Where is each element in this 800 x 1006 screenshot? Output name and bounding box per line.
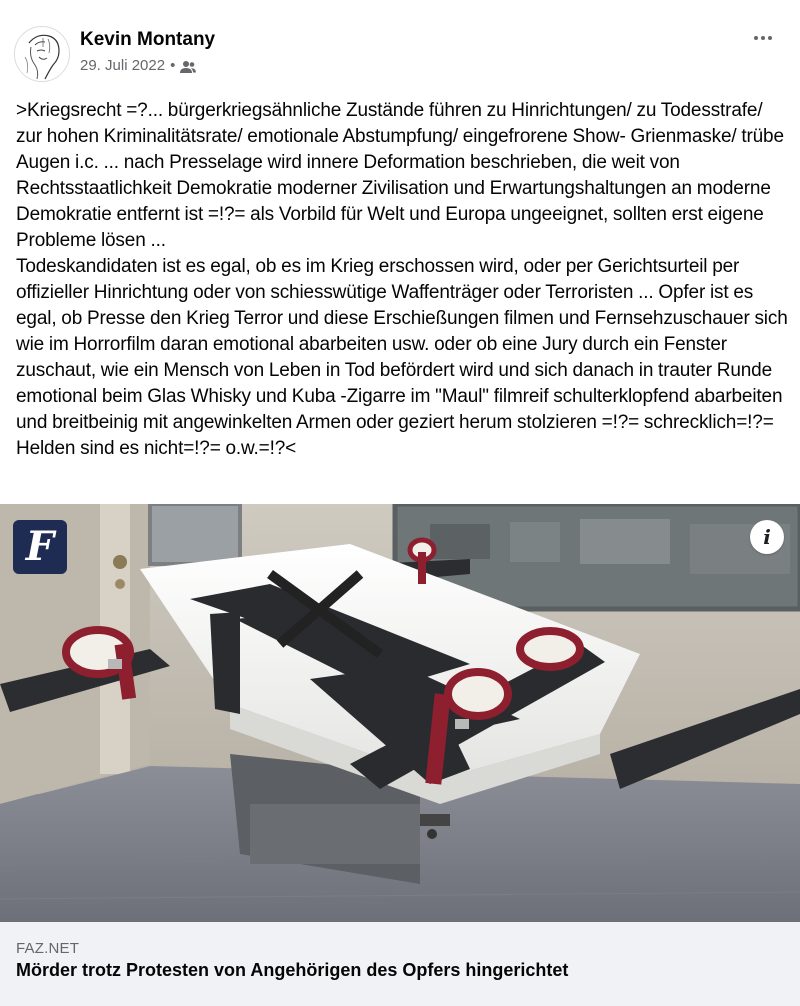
link-preview-image[interactable] [0, 504, 800, 922]
author-avatar[interactable] [14, 26, 70, 82]
link-card[interactable] [0, 922, 800, 1006]
author-name[interactable]: Kevin Montany [80, 29, 216, 50]
post-body-text: >Kriegsrecht =?... bürgerkriegsähnliche Zustände führen zu Hinrichtungen/ zu Todesstrafe/ zur hohen Kriminalitätsrate/ emotionale Abstumpfung/ eingefrorene Show- Grienmaske/ trübe Augen i.c. ... nach Presselage wird innere Deformation beschrieben, die weit von Rechtsstaatlichkeit Demokratie moderner Zivilisation und Erwartungshaltungen an moderne Demokratie entfernt ist =!?= als Vorbild für Welt und Europa ungeeignet, sollten erst eigene Probleme lösen ... Todeskandidaten ist es egal, ob es im Krieg erschossen wird, oder per Gerichtsurteil per offizieller Hinrichtung oder von schiesswütige Waffenträger oder Terroristen ... Opfer ist es egal, ob Presse den Krieg Terror und diese Erschießungen filmen und Fernsehzuschauer sich wie im Horrorfilm daran emotional abarbeiten usw. oder ob eine Jury durch ein Fenster zuschaut, wie ein Mensch von Leben in Tod befördert wird und sich danach in trauter Runde emotional beim Glas Whisky und Kuba -Zigarre im "Maul" filmreif schulterklopfend abarbeiten und breitbeinig mit angewinkelten Armen oder geziert herum stolzieren =!?= schrecklich=!?= Helden sind es nicht=!?= o.w.=!?< [16, 100, 788, 459]
post-date[interactable]: 29. Juli 2022 [80, 57, 166, 74]
link-domain: FAZ.NET [16, 940, 80, 957]
more-options-icon[interactable] [748, 28, 778, 48]
meta-separator: • [170, 57, 176, 74]
post-header [14, 26, 786, 86]
friends-icon[interactable] [180, 60, 196, 74]
post-meta [80, 57, 196, 74]
execution-chamber-photo [0, 504, 800, 922]
publisher-logo: F [13, 520, 67, 574]
avatar-sketch-image [15, 27, 70, 82]
link-title[interactable]: Mörder trotz Protesten von Angehörigen des Opfers hingerichtet [16, 960, 569, 980]
info-icon[interactable]: i [750, 520, 784, 554]
